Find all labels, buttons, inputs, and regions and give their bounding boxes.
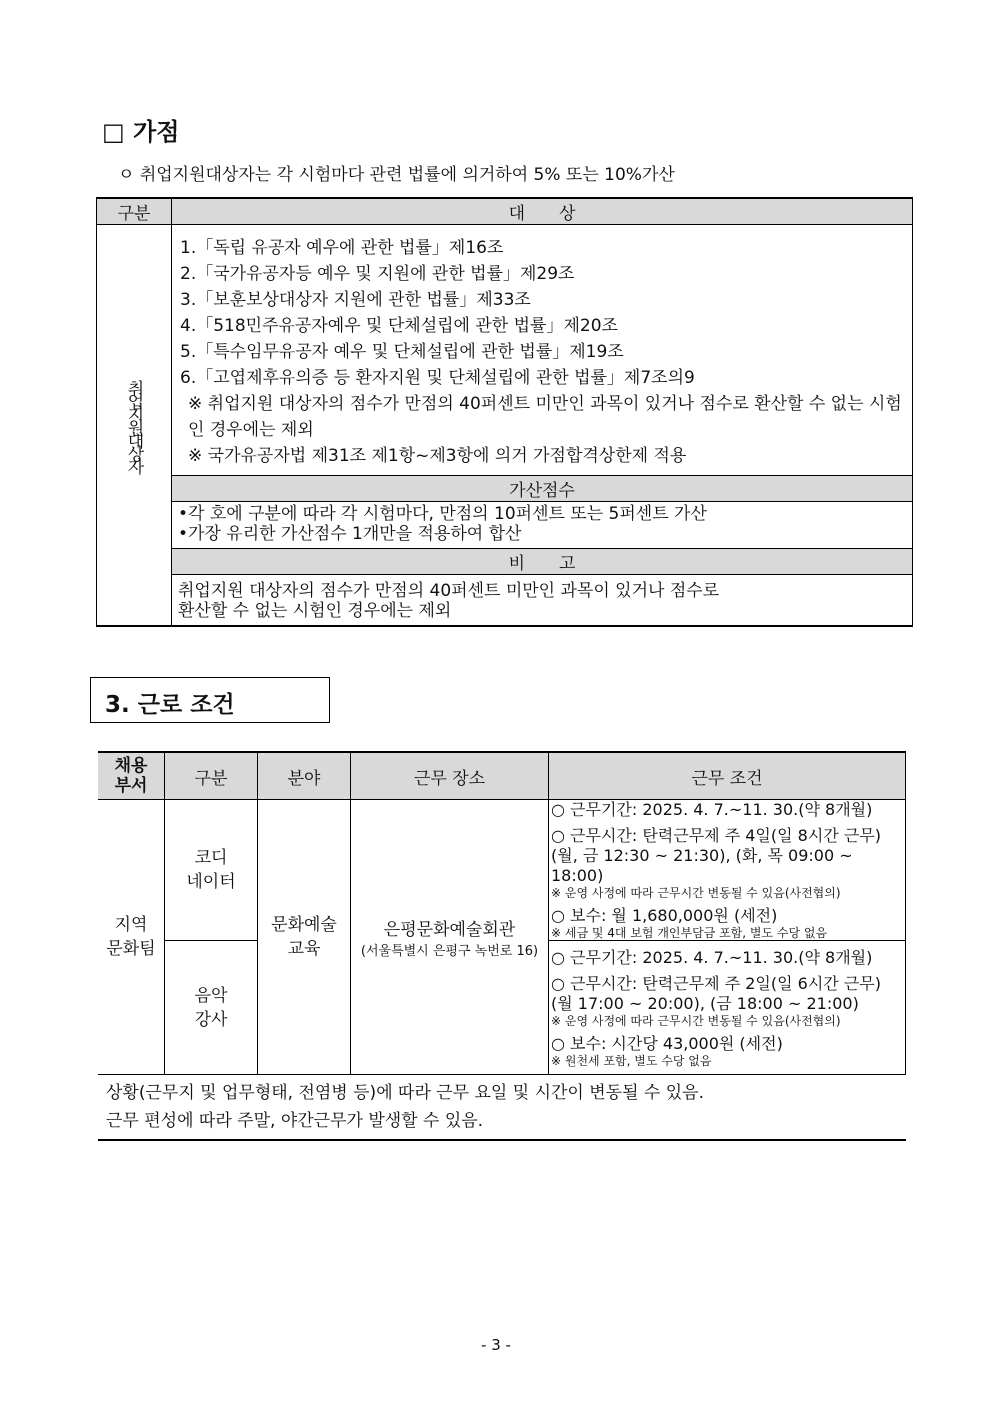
remark-line: 환산할 수 없는 시험인 경우에는 제외 <box>178 601 452 621</box>
pay-note: ※ 세금 및 4대 보험 개인부담금 포함, 별도 수당 없음 <box>551 926 828 940</box>
section-title-work-conditions: 3. 근로 조건 <box>105 692 235 718</box>
section-title-work-conditions-box <box>90 677 330 723</box>
law-item: 1.「독립 유공자 예우에 관한 법률」제16조 <box>180 238 504 258</box>
col-header-dept: 채용 부서 <box>98 752 165 800</box>
work-hours-detail: (월 17:00 ~ 20:00), (금 18:00 ~ 21:00) <box>551 993 859 1013</box>
location-name: 은평문화예술회관 <box>383 920 516 940</box>
field-cell: 문화예술 교육 <box>258 800 351 1075</box>
bonus-line: •각 호에 구분에 따라 각 시험마다, 만점의 10퍼센트 또는 5퍼센트 가산 <box>178 504 707 524</box>
work-hours-note: ※ 운영 사정에 따라 근무시간 변동될 수 있음(사전협의) <box>551 886 841 900</box>
pay: ○ 보수: 시간당 43,000원 (세전) <box>551 1033 783 1053</box>
remark-header: 비 고 <box>172 549 913 575</box>
law-item: 6.「고엽제후유의증 등 환자지원 및 단체설립에 관한 법률」제7조의9 <box>180 368 695 388</box>
remark-cell <box>172 575 913 627</box>
cap-note: ※ 국가유공자법 제31조 제1항~제3항에 의거 가점합격상한제 적용 <box>188 446 687 466</box>
bonus-table <box>96 197 913 627</box>
law-item: 3.「보훈보상대상자 지원에 관한 법률」제33조 <box>180 290 531 310</box>
category-coordinator: 코디 네이터 <box>165 800 258 941</box>
col-header-target: 대 상 <box>172 198 913 225</box>
bonus-score-header: 가산점수 <box>172 476 913 502</box>
work-conditions-table <box>98 751 906 1141</box>
bonus-intro: ㅇ 취업지원대상자는 각 시험마다 관련 법률에 의거하여 5% 또는 10%가산 <box>118 165 675 185</box>
work-hours: ○ 근무시간: 탄력근무제 주 2일(일 6시간 근무) <box>551 973 882 993</box>
col-header-field: 분야 <box>258 752 351 800</box>
footer-line: 상황(근무지 및 업무형태, 전염병 등)에 따라 근무 요일 및 시간이 변동될 수 있음. <box>106 1083 704 1103</box>
exclusion-note: ※ 취업지원 대상자의 점수가 만점의 40퍼센트 미만인 과목이 있거나 점수로 환산할 수 없는 시험인 경우에는 제외 <box>188 394 902 440</box>
law-list-cell <box>172 225 913 476</box>
work-hours-note: ※ 운영 사정에 따라 근무시간 변동될 수 있음(사전협의) <box>551 1013 841 1028</box>
law-item: 5.「특수임무유공자 예우 및 단체설립에 관한 법률」제19조 <box>180 342 624 362</box>
section-title-bonus: □ 가점 <box>102 118 180 146</box>
page-number: - 3 - <box>481 1336 511 1354</box>
col-header-conditions: 근무 조건 <box>549 752 906 800</box>
dept-cell: 지역 문화팀 <box>98 800 165 1075</box>
work-hours: ○ 근무시간: 탄력근무제 주 4일(일 8시간 근무) <box>551 826 882 845</box>
pay: ○ 보수: 월 1,680,000원 (세전) <box>551 906 778 925</box>
row-label-eligible: 취업지원대상자 <box>97 225 172 627</box>
work-hours-detail: (월, 금 12:30 ~ 21:30), (화, 목 09:00 ~ 18:00) <box>551 846 853 885</box>
location-address: (서울특별시 은평구 녹번로 16) <box>360 944 539 959</box>
pay-note: ※ 원천세 포함, 별도 수당 없음 <box>551 1053 712 1068</box>
footer-line: 근무 편성에 따라 주말, 야간근무가 발생할 수 있음. <box>106 1111 484 1131</box>
col-header-location: 근무 장소 <box>351 752 549 800</box>
conditions-music-instructor <box>549 941 906 1075</box>
col-header-category: 구분 <box>97 198 172 225</box>
bonus-score-cell <box>172 502 913 549</box>
work-period: ○ 근무기간: 2025. 4. 7.~11. 30.(약 8개월) <box>551 947 873 967</box>
conditions-coordinator <box>549 800 906 941</box>
work-period: ○ 근무기간: 2025. 4. 7.~11. 30.(약 8개월) <box>551 800 873 819</box>
category-music-instructor: 음악 강사 <box>165 941 258 1075</box>
bonus-line: •가장 유리한 가산점수 1개만을 적용하여 합산 <box>178 524 522 544</box>
law-item: 4.「518민주유공자예우 및 단체설립에 관한 법률」제20조 <box>180 316 618 336</box>
law-item: 2.「국가유공자등 예우 및 지원에 관한 법률」제29조 <box>180 264 575 284</box>
location-cell <box>351 800 549 1075</box>
remark-line: 취업지원 대상자의 점수가 만점의 40퍼센트 미만인 과목이 있거나 점수로 <box>178 581 720 601</box>
conditions-footer <box>98 1075 906 1141</box>
col-header-category: 구분 <box>165 752 258 800</box>
